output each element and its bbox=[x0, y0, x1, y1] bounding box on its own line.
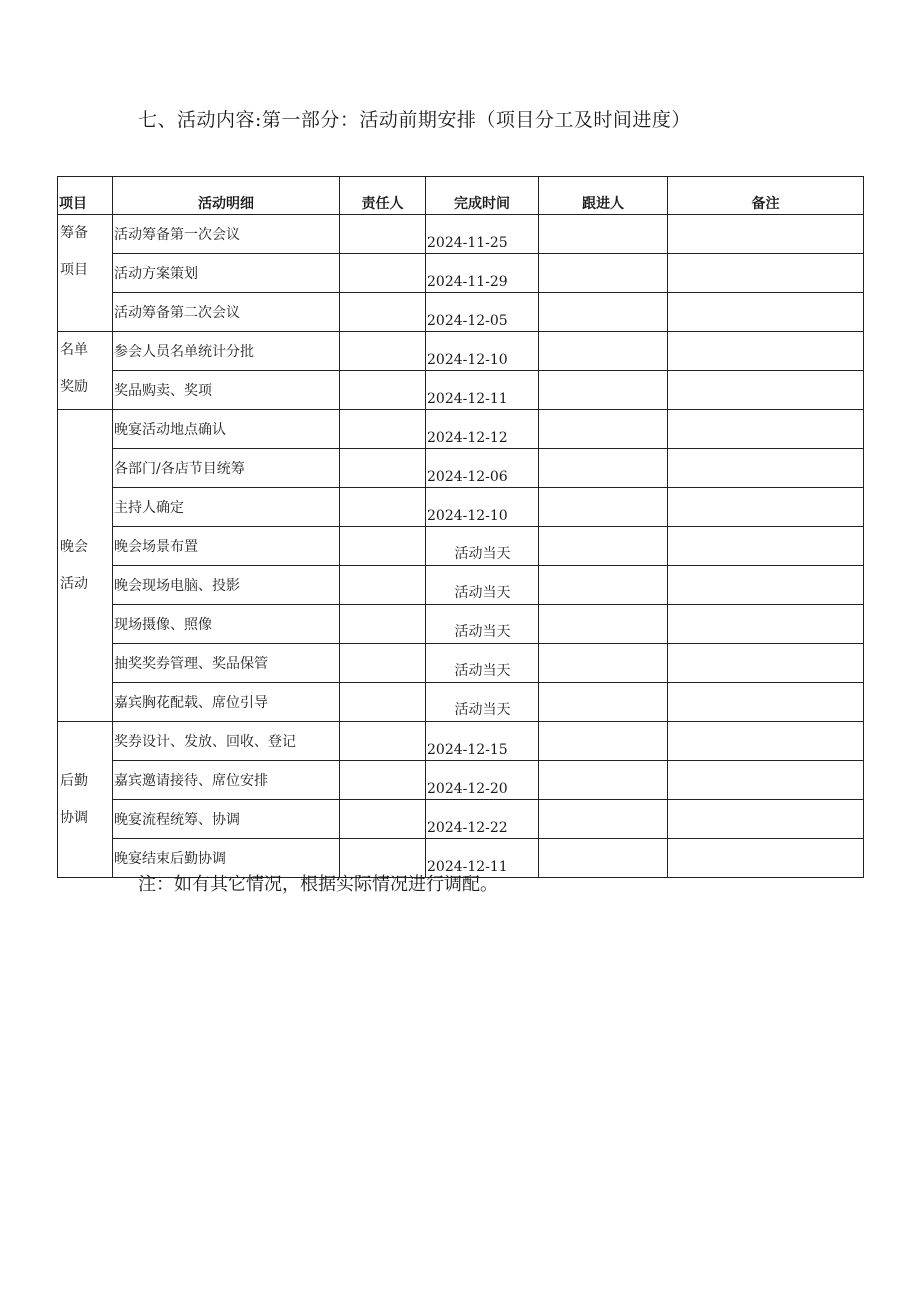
group-label bbox=[58, 332, 113, 410]
schedule-table bbox=[57, 176, 864, 878]
table-row bbox=[58, 722, 864, 761]
group-label-line1: 晚会 bbox=[60, 538, 88, 555]
cell-detail: 抽奖奖券管理、奖品保管 bbox=[113, 644, 340, 683]
cell-remark bbox=[668, 605, 864, 644]
cell-remark bbox=[668, 566, 864, 605]
cell-deadline: 2024-12-06 bbox=[426, 449, 539, 488]
table-row bbox=[58, 254, 864, 293]
cell-deadline: 2024-11-25 bbox=[426, 215, 539, 254]
cell-deadline: 2024-12-20 bbox=[426, 761, 539, 800]
cell-remark bbox=[668, 410, 864, 449]
cell-follower bbox=[539, 215, 668, 254]
cell-detail: 晚会场景布置 bbox=[113, 527, 340, 566]
cell-detail: 晚宴结束后勤协调 bbox=[113, 839, 340, 878]
footnote: 注：如有其它情况，根据实际情况进行调配。 bbox=[138, 874, 498, 895]
cell-owner bbox=[340, 254, 426, 293]
cell-detail: 嘉宾胸花配载、席位引导 bbox=[113, 683, 340, 722]
table-row bbox=[58, 371, 864, 410]
cell-follower bbox=[539, 527, 668, 566]
cell-follower bbox=[539, 566, 668, 605]
cell-owner bbox=[340, 488, 426, 527]
cell-owner bbox=[340, 761, 426, 800]
group-label-line2: 项目 bbox=[60, 262, 88, 278]
cell-deadline: 2024-12-05 bbox=[426, 293, 539, 332]
table-row bbox=[58, 488, 864, 527]
cell-follower bbox=[539, 488, 668, 527]
table-row bbox=[58, 527, 864, 566]
cell-owner bbox=[340, 215, 426, 254]
cell-deadline: 活动当天 bbox=[426, 605, 539, 644]
cell-remark bbox=[668, 761, 864, 800]
cell-remark bbox=[668, 800, 864, 839]
cell-follower bbox=[539, 605, 668, 644]
cell-follower bbox=[539, 644, 668, 683]
cell-remark bbox=[668, 332, 864, 371]
cell-owner bbox=[340, 293, 426, 332]
cell-detail: 奖券设计、发放、回收、登记 bbox=[113, 722, 340, 761]
cell-owner bbox=[340, 683, 426, 722]
cell-deadline: 2024-11-29 bbox=[426, 254, 539, 293]
group-label-line1: 筹备 bbox=[60, 225, 88, 241]
cell-remark bbox=[668, 449, 864, 488]
cell-owner bbox=[340, 410, 426, 449]
cell-owner bbox=[340, 644, 426, 683]
header-owner: 责任人 bbox=[340, 177, 426, 215]
cell-owner bbox=[340, 605, 426, 644]
table-header-row bbox=[58, 177, 864, 215]
cell-deadline: 活动当天 bbox=[426, 683, 539, 722]
cell-remark bbox=[668, 722, 864, 761]
cell-detail: 参会人员名单统计分批 bbox=[113, 332, 340, 371]
cell-owner bbox=[340, 566, 426, 605]
cell-deadline: 活动当天 bbox=[426, 527, 539, 566]
header-follower: 跟进人 bbox=[539, 177, 668, 215]
table-row bbox=[58, 293, 864, 332]
cell-remark bbox=[668, 215, 864, 254]
cell-deadline: 2024-12-11 bbox=[426, 839, 539, 878]
cell-follower bbox=[539, 722, 668, 761]
cell-detail: 晚会现场电脑、投影 bbox=[113, 566, 340, 605]
cell-detail: 晚宴流程统筹、协调 bbox=[113, 800, 340, 839]
cell-detail: 各部门/各店节目统筹 bbox=[113, 449, 340, 488]
table-row bbox=[58, 761, 864, 800]
cell-follower bbox=[539, 332, 668, 371]
cell-follower bbox=[539, 683, 668, 722]
header-remark: 备注 bbox=[668, 177, 864, 215]
group-label bbox=[58, 722, 113, 878]
cell-owner bbox=[340, 800, 426, 839]
cell-follower bbox=[539, 410, 668, 449]
cell-deadline: 2024-12-10 bbox=[426, 332, 539, 371]
section-title: 七、活动内容:第一部分：活动前期安排（项目分工及时间进度） bbox=[138, 109, 691, 131]
header-deadline: 完成时间 bbox=[426, 177, 539, 215]
table-row bbox=[58, 605, 864, 644]
cell-remark bbox=[668, 371, 864, 410]
cell-deadline: 2024-12-10 bbox=[426, 488, 539, 527]
cell-deadline: 活动当天 bbox=[426, 566, 539, 605]
cell-deadline: 2024-12-15 bbox=[426, 722, 539, 761]
header-project: 项目 bbox=[58, 177, 113, 215]
cell-owner bbox=[340, 527, 426, 566]
group-label-line1: 后勤 bbox=[60, 772, 88, 789]
cell-follower bbox=[539, 761, 668, 800]
table-row bbox=[58, 410, 864, 449]
table-row bbox=[58, 644, 864, 683]
group-label bbox=[58, 410, 113, 722]
cell-remark bbox=[668, 683, 864, 722]
cell-owner bbox=[340, 332, 426, 371]
header-detail: 活动明细 bbox=[113, 177, 340, 215]
cell-remark bbox=[668, 488, 864, 527]
group-label bbox=[58, 215, 113, 332]
cell-deadline: 活动当天 bbox=[426, 644, 539, 683]
cell-deadline: 2024-12-22 bbox=[426, 800, 539, 839]
table-row bbox=[58, 215, 864, 254]
group-label-line2: 奖励 bbox=[60, 379, 88, 395]
table-row bbox=[58, 683, 864, 722]
cell-detail: 活动筹备第二次会议 bbox=[113, 293, 340, 332]
cell-follower bbox=[539, 800, 668, 839]
group-label-line2: 协调 bbox=[60, 809, 88, 826]
cell-follower bbox=[539, 449, 668, 488]
cell-detail: 嘉宾邀请接待、席位安排 bbox=[113, 761, 340, 800]
cell-owner bbox=[340, 722, 426, 761]
cell-remark bbox=[668, 254, 864, 293]
cell-detail: 主持人确定 bbox=[113, 488, 340, 527]
cell-detail: 现场摄像、照像 bbox=[113, 605, 340, 644]
cell-detail: 奖品购卖、奖项 bbox=[113, 371, 340, 410]
cell-follower bbox=[539, 254, 668, 293]
cell-remark bbox=[668, 293, 864, 332]
cell-follower bbox=[539, 371, 668, 410]
cell-detail: 晚宴活动地点确认 bbox=[113, 410, 340, 449]
table-body bbox=[58, 215, 864, 878]
cell-follower bbox=[539, 839, 668, 878]
group-label-line2: 活动 bbox=[60, 575, 88, 592]
cell-remark bbox=[668, 527, 864, 566]
cell-deadline: 2024-12-11 bbox=[426, 371, 539, 410]
cell-follower bbox=[539, 293, 668, 332]
cell-owner bbox=[340, 449, 426, 488]
cell-remark bbox=[668, 644, 864, 683]
table-row bbox=[58, 566, 864, 605]
cell-detail: 活动方案策划 bbox=[113, 254, 340, 293]
cell-deadline: 2024-12-12 bbox=[426, 410, 539, 449]
cell-remark bbox=[668, 839, 864, 878]
table-row bbox=[58, 800, 864, 839]
cell-owner bbox=[340, 371, 426, 410]
group-label-line1: 名单 bbox=[60, 342, 88, 358]
table-row bbox=[58, 449, 864, 488]
table-row bbox=[58, 332, 864, 371]
cell-detail: 活动筹备第一次会议 bbox=[113, 215, 340, 254]
